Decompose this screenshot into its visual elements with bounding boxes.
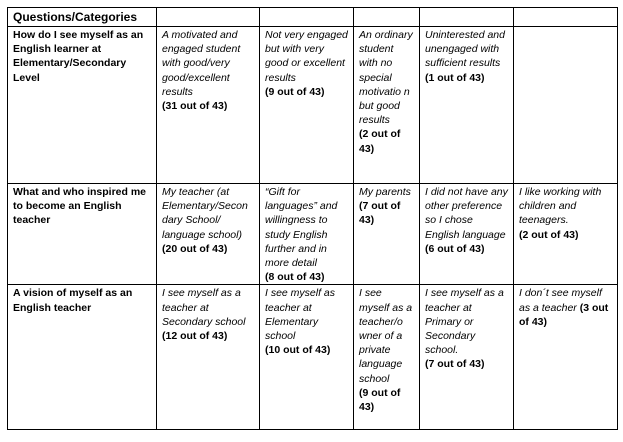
answer-cell [157, 184, 260, 285]
answer-cell [260, 27, 354, 184]
answer-text: I did not have any other preference so I chose English language [425, 186, 508, 241]
answer-cell [420, 27, 514, 184]
answer-cell [514, 27, 618, 184]
answer-cell [420, 285, 514, 430]
answer-text: Not very engaged but with very good or excellent results [265, 29, 348, 84]
answer-count: (1 out of 43) [425, 71, 485, 84]
empty-cell [420, 8, 514, 27]
answer-cell [420, 184, 514, 285]
answer-cell [514, 184, 618, 285]
answer-text: My parents [359, 186, 411, 198]
answer-text: Uninterested and unengaged with sufficient results [425, 29, 505, 70]
answer-text: An ordinary student with no special motivatio n but good results [359, 29, 413, 127]
answer-cell [157, 285, 260, 430]
answer-text: I see myself as a teacher at Secondary school [162, 287, 246, 328]
answer-text: I like working with children and teenagers. [519, 186, 602, 227]
answer-cell [354, 27, 420, 184]
answer-text: I see myself as a teacher at Primary or Secondary school. [425, 287, 504, 357]
empty-cell [260, 8, 354, 27]
survey-table [7, 7, 618, 430]
answer-cell [260, 285, 354, 430]
answer-text: I see myself as teacher at Elementary school [265, 287, 336, 343]
answer-count: (7 out of 43) [425, 358, 485, 371]
table-row [8, 27, 618, 184]
header-cell: Questions/Categories [8, 8, 157, 27]
question-cell: A vision of myself as an English teacher [8, 285, 157, 430]
answer-cell [514, 285, 618, 430]
empty-cell [514, 8, 618, 27]
answer-text: I see myself as a teacher/o wner of a private language school [359, 287, 413, 385]
answer-cell [157, 27, 260, 184]
answer-count: (20 out of 43) [162, 242, 228, 255]
answer-text: My teacher (at Elementary/Secon dary School/ language school) [162, 186, 248, 241]
answer-count: (2 out of 43) [359, 128, 401, 155]
answer-count: (31 out of 43) [162, 100, 228, 113]
table-header-row [8, 8, 618, 27]
table-row [8, 184, 618, 285]
question-cell: What and who inspired me to become an English teacher [8, 184, 157, 285]
answer-cell [354, 285, 420, 430]
answer-text: I don´t see myself as a teacher [519, 287, 602, 314]
question-cell: How do I see myself as an English learner at Elementary/Secondary Level [8, 27, 157, 184]
answer-count: (12 out of 43) [162, 330, 228, 343]
answer-text: “Gift for languages” and willingness to study English further and in more detail [265, 186, 338, 270]
table-row [8, 285, 618, 430]
answer-count: (2 out of 43) [519, 228, 579, 241]
answer-cell [354, 184, 420, 285]
answer-count: (3 out of 43) [519, 301, 609, 328]
answer-count: (10 out of 43) [265, 344, 331, 357]
answer-count: (9 out of 43) [359, 386, 401, 414]
answer-count: (7 out of 43) [359, 200, 401, 227]
answer-count: (6 out of 43) [425, 242, 485, 255]
empty-cell [354, 8, 420, 27]
answer-count: (8 out of 43) [265, 271, 325, 284]
answer-cell [260, 184, 354, 285]
answer-text: A motivated and engaged student with good/very good/excellent results [162, 29, 241, 98]
empty-cell [157, 8, 260, 27]
answer-count: (9 out of 43) [265, 85, 325, 98]
